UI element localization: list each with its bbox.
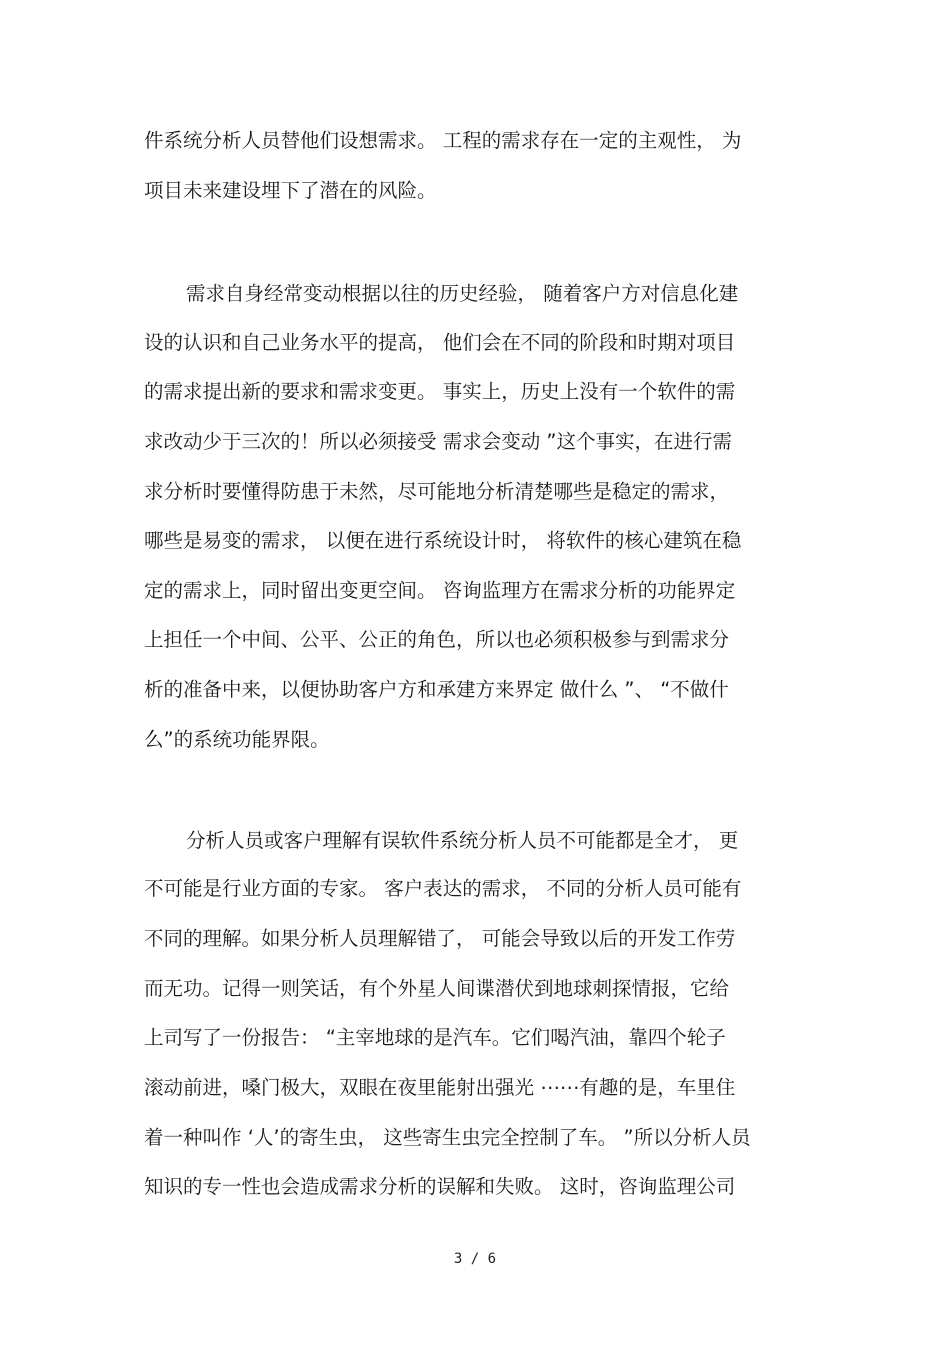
paragraph-2-line-10: 么”的系统功能界限。 bbox=[144, 728, 330, 751]
paragraph-3-line-7: 着一种叫作 ‘人’的寄生虫， 这些寄生虫完全控制了车。 ”所以分析人员 bbox=[144, 1126, 751, 1149]
paragraph-2-line-3: 的需求提出新的要求和需求变更。 事实上，历史上没有一个软件的需 bbox=[144, 380, 736, 403]
paragraph-2-line-4: 求改动少于三次的！所以必须接受 需求会变动 ”这个事实，在进行需 bbox=[144, 430, 732, 453]
paragraph-2-line-5: 求分析时要懂得防患于未然，尽可能地分析清楚哪些是稳定的需求， bbox=[144, 480, 730, 503]
paragraph-2-line-2: 设的认识和自己业务水平的提高， 他们会在不同的阶段和时期对项目 bbox=[144, 331, 736, 354]
paragraph-3-line-5: 上司写了一份报告： “主宰地球的是汽车。它们喝汽油，靠四个轮子 bbox=[144, 1026, 726, 1049]
paragraph-1-line-1: 件系统分析人员替他们设想需求。 工程的需求存在一定的主观性， 为 bbox=[144, 129, 742, 152]
paragraph-2-line-7: 定的需求上，同时留出变更空间。 咨询监理方在需求分析的功能界定 bbox=[144, 579, 736, 602]
paragraph-2-line-1: 需求自身经常变动根据以往的历史经验， 随着客户方对信息化建 bbox=[186, 282, 739, 305]
paragraph-2-line-9: 析的准备中来，以便协助客户方和承建方来界定 做什么 ”、 “不做什 bbox=[144, 678, 729, 701]
paragraph-3-line-1: 分析人员或客户理解有误软件系统分析人员不可能都是全才， 更 bbox=[186, 829, 739, 852]
paragraph-1-line-2: 项目未来建设埋下了潜在的风险。 bbox=[144, 179, 437, 202]
paragraph-2-line-8: 上担任一个中间、公平、公正的角色，所以也必须积极参与到需求分 bbox=[144, 628, 730, 651]
paragraph-2-line-6: 哪些是易变的需求， 以便在进行系统设计时， 将软件的核心建筑在稳 bbox=[144, 529, 742, 552]
paragraph-3-line-3: 不同的理解。如果分析人员理解错了， 可能会导致以后的开发工作劳 bbox=[144, 927, 736, 950]
page-number: 3 / 6 bbox=[453, 1251, 497, 1267]
paragraph-3-line-6: 滚动前进，嗓门极大，双眼在夜里能射出强光 ⋯⋯有趣的是，车里住 bbox=[144, 1076, 736, 1099]
paragraph-3-line-2: 不可能是行业方面的专家。 客户表达的需求， 不同的分析人员可能有 bbox=[144, 877, 742, 900]
paragraph-3-line-4: 而无功。记得一则笑话，有个外星人间谍潜伏到地球刺探情报，它给 bbox=[144, 977, 730, 1000]
paragraph-3-line-8: 知识的专一性也会造成需求分析的误解和失败。 这时，咨询监理公司 bbox=[144, 1175, 736, 1198]
